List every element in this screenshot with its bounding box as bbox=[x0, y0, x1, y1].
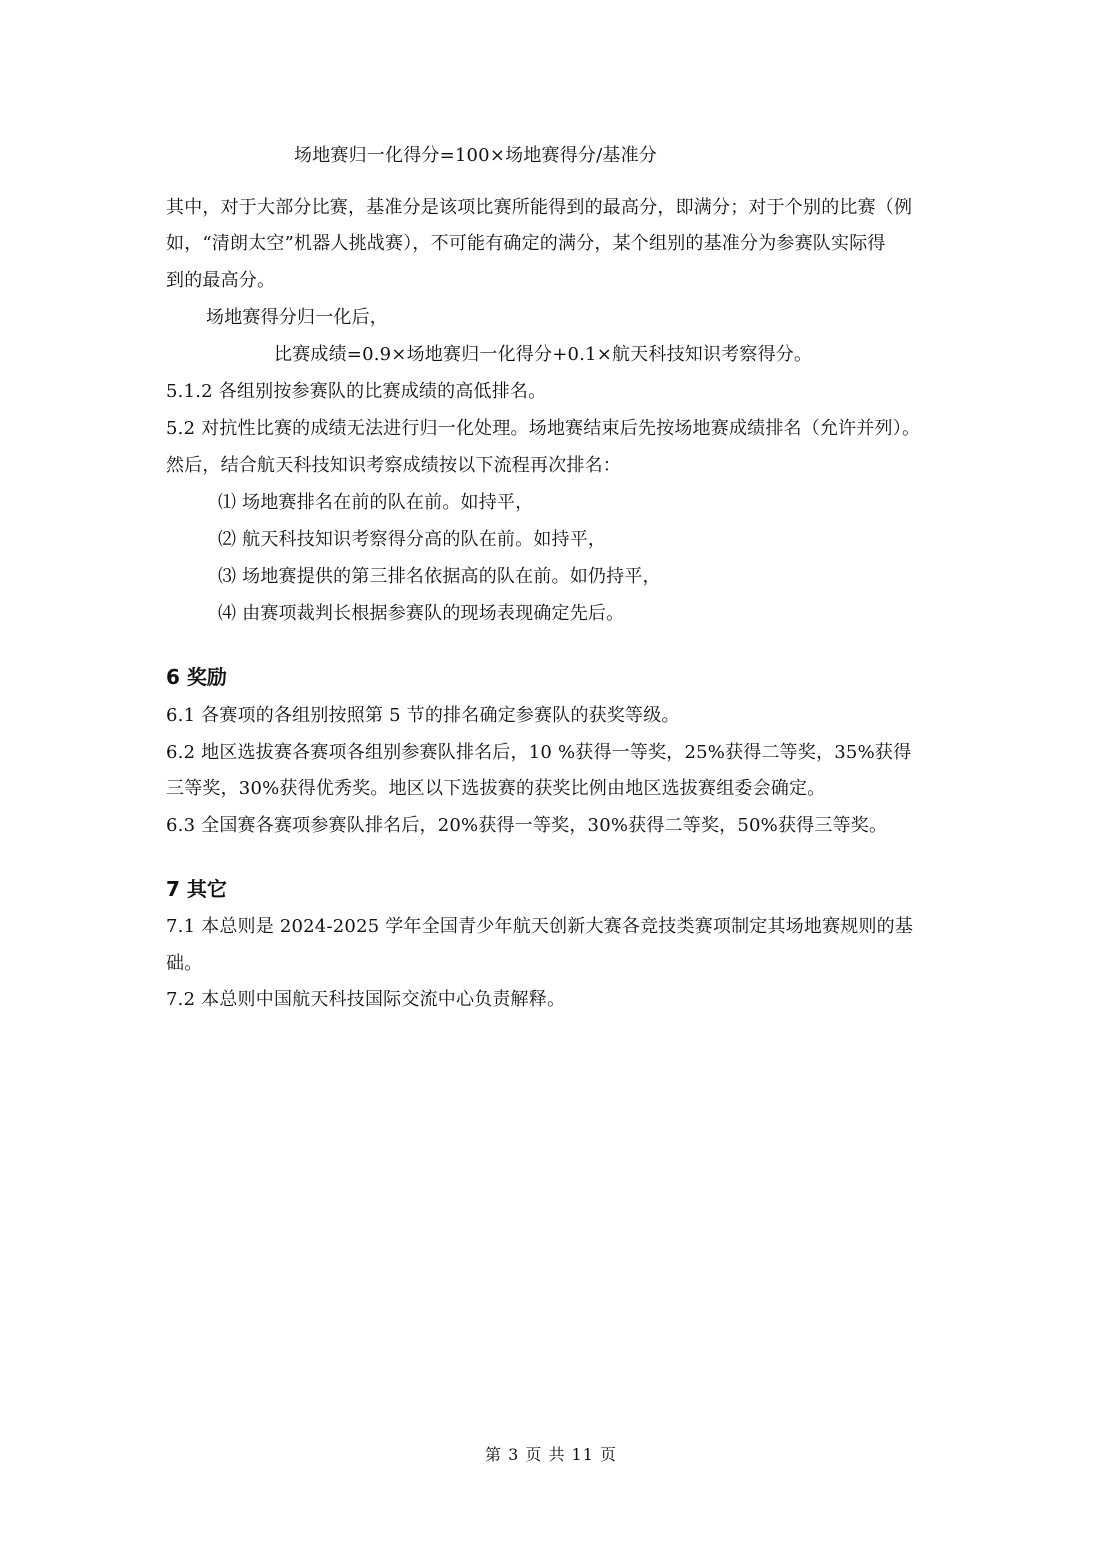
clause-5-2-line-2: 然后，结合航天科技知识考察成绩按以下流程再次排名： bbox=[166, 455, 621, 476]
clause-6-2-line-1: 6.2 地区选拔赛各赛项各组别参赛队排名后，10 %获得一等奖，25%获得二等奖，35%获得 bbox=[166, 742, 912, 763]
clause-5-1-2: 5.1.2 各组别按参赛队的比赛成绩的高低排名。 bbox=[166, 381, 547, 402]
clause-6-1: 6.1 各赛项的各组别按照第 5 节的排名确定参赛队的获奖等级。 bbox=[166, 705, 680, 726]
formula-score: 比赛成绩=0.9×场地赛归一化得分+0.1×航天科技知识考察得分。 bbox=[274, 344, 813, 365]
clause-6-3: 6.3 全国赛各赛项参赛队排名后，20%获得一等奖，30%获得二等奖，50%获得三等奖。 bbox=[166, 815, 888, 836]
clause-5-2-line-1: 5.2 对抗性比赛的成绩无法进行归一化处理。场地赛结束后先按场地赛成绩排名（允许并列）。 bbox=[166, 418, 921, 439]
after-normalize-text: 场地赛得分归一化后， bbox=[206, 307, 388, 328]
ranking-step-2: ⑵ 航天科技知识考察得分高的队在前。如持平， bbox=[218, 529, 607, 550]
paragraph-note-line-2: 如，“清朗太空”机器人挑战赛），不可能有确定的满分，某个组别的基准分为参赛队实际得 bbox=[166, 233, 886, 254]
ranking-step-1: ⑴ 场地赛排名在前的队在前。如持平， bbox=[218, 492, 534, 513]
paragraph-note-line-3: 到的最高分。 bbox=[166, 270, 276, 291]
section-7-heading: 7 其它 bbox=[166, 877, 227, 901]
page-number-footer: 第 3 页 共 11 页 bbox=[485, 1445, 617, 1464]
clause-7-2: 7.2 本总则中国航天科技国际交流中心负责解释。 bbox=[166, 989, 566, 1010]
clause-7-1-line-2: 础。 bbox=[166, 953, 203, 974]
formula-normalize: 场地赛归一化得分=100×场地赛得分/基准分 bbox=[294, 145, 657, 166]
ranking-step-3: ⑶ 场地赛提供的第三排名依据高的队在前。如仍持平， bbox=[218, 566, 661, 587]
section-6-heading: 6 奖励 bbox=[166, 665, 227, 689]
ranking-step-4: ⑷ 由赛项裁判长根据参赛队的现场表现确定先后。 bbox=[218, 603, 625, 624]
clause-7-1-line-1: 7.1 本总则是 2024-2025 学年全国青少年航天创新大赛各竞技类赛项制定其场地赛规则的基 bbox=[166, 916, 914, 937]
paragraph-note-line-1: 其中，对于大部分比赛，基准分是该项比赛所能得到的最高分，即满分；对于个别的比赛（例 bbox=[166, 197, 913, 218]
clause-6-2-line-2: 三等奖，30%获得优秀奖。地区以下选拔赛的获奖比例由地区选拔赛组委会确定。 bbox=[166, 778, 826, 799]
